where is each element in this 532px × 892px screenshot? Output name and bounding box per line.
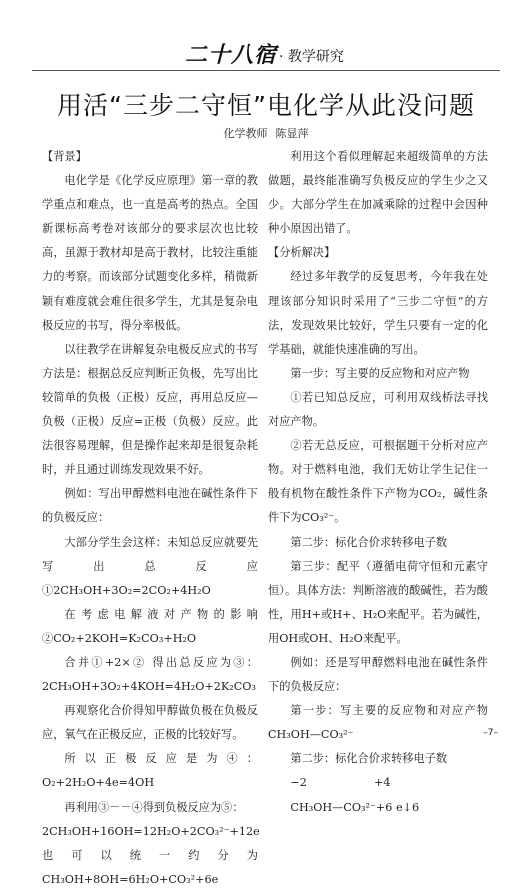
paragraph: CH₃OH—CO₃²⁻+6 e↓6: [290, 800, 420, 814]
paragraph: 再观察化合价得知甲醇做负极在负极反应，氧气在正极反应，正极的比较好写。: [42, 704, 258, 742]
paragraph: ①若已知总反应，可利用双线桥法寻找对应产物。: [268, 390, 488, 429]
author-role: 化学教师: [223, 127, 268, 140]
author-name: 陈显萍: [275, 127, 309, 140]
paragraph: 第一步：写主要的反应物和对应产物CH₃OH—CO₃²⁻: [268, 704, 488, 742]
paragraph: 经过多年教学的反复思考，今年我在处理该部分知识时采用了“三步二守恒”的方法，发现效果比较好，学生只要有一定的化学基础，就能快速准确的写出。: [268, 270, 488, 356]
paragraph: −2 +4: [290, 776, 391, 790]
paragraph: 例如：写出甲醇燃料电池在碱性条件下的负极反应：: [42, 487, 258, 525]
article-title: 用活“三步二守恒”电化学从此没问题: [57, 91, 475, 120]
paragraph: 以往教学在讲解复杂电极反应式的书写方法是：根据总反应判断正负极，先写出比较简单的负极（正极）反应，再用总反应—负极（正极）反应=正极（负极）反应。此法很容易理解，但是操作起来却是很复杂耗时，并且通过训练发现效果不好。: [42, 342, 258, 477]
paragraph: 在考虑电解液对产物的影响②CO₂+2KOH=K₂CO₃+H₂O: [42, 607, 258, 645]
paragraph: 第三步：配平（遵循电荷守恒和元素守恒）。具体方法：判断溶液的酸碱性，若为酸性，用H+或H+、H₂O来配平。若为碱性，用OH或OH、H₂O来配平。: [268, 559, 488, 645]
paragraph: 第一步：写主要的反应物和对应产物: [290, 366, 470, 380]
magazine-masthead: 二十八宿: [185, 42, 278, 68]
right-column: [268, 145, 488, 820]
page-header: [185, 42, 344, 68]
paragraph: 合并①+2×② 得出总反应为③：2CH₃OH+3O₂+4KOH=4H₂O+2K₂CO₃: [42, 655, 258, 694]
header-divider: [32, 70, 500, 71]
paragraph: 再利用③－－④得到负极反应为⑤：: [64, 800, 244, 814]
paragraph: 利用这个看似理解起来超级简单的方法做题，最终能准确写负极反应的学生少之又少。大部分学生在加减乘除的过程中会因种种小原因出错了。: [268, 150, 488, 236]
paragraph: ②若无总反应，可根据题干分析对应产物。对于燃料电池，我们无妨让学生记住一般有机物在酸性条件下产物为CO₂，碱性条件下为CO₃²⁻。: [268, 439, 488, 525]
paragraph: 例如：还是写甲醇燃料电池在碱性条件下的负极反应：: [268, 655, 488, 694]
paragraph: 2CH₃OH+16OH=12H₂O+2CO₃²⁻+12e也可以统一约分为CH₃OH+8OH=6H₂O+CO₃²+6e: [42, 824, 260, 886]
page-number: –7–: [483, 728, 498, 738]
paragraph: 所以正极反应是为④：O₂+2H₂O+4e=4OH: [42, 752, 258, 790]
left-column: [42, 145, 258, 892]
byline: [0, 125, 532, 141]
paragraph: 第二步：标化合价求转移电子数: [290, 535, 448, 549]
paragraph: 第二步：标化合价求转移电子数: [290, 752, 448, 766]
section-heading: 【背景】: [42, 150, 87, 163]
section-heading: 【分析解决】: [268, 246, 336, 260]
section-label: · 教学研究: [279, 49, 344, 65]
paragraph: 电化学是《化学反应原理》第一章的教学重点和难点，也一直是高考的热点。全国新课标高考卷对该部分的要求层次也比较高，虽源于教材却是高于教材，比较注重能力的考察。而该部分试题变化多样，稍微新颖有难度就会难住很多学生，尤其是复杂电极反应的书写，得分率极低。: [42, 174, 258, 332]
paragraph: 大部分学生会这样：未知总反应就要先写出总反应①2CH₃OH+3O₂=2CO₂+4H₂O: [42, 535, 258, 597]
